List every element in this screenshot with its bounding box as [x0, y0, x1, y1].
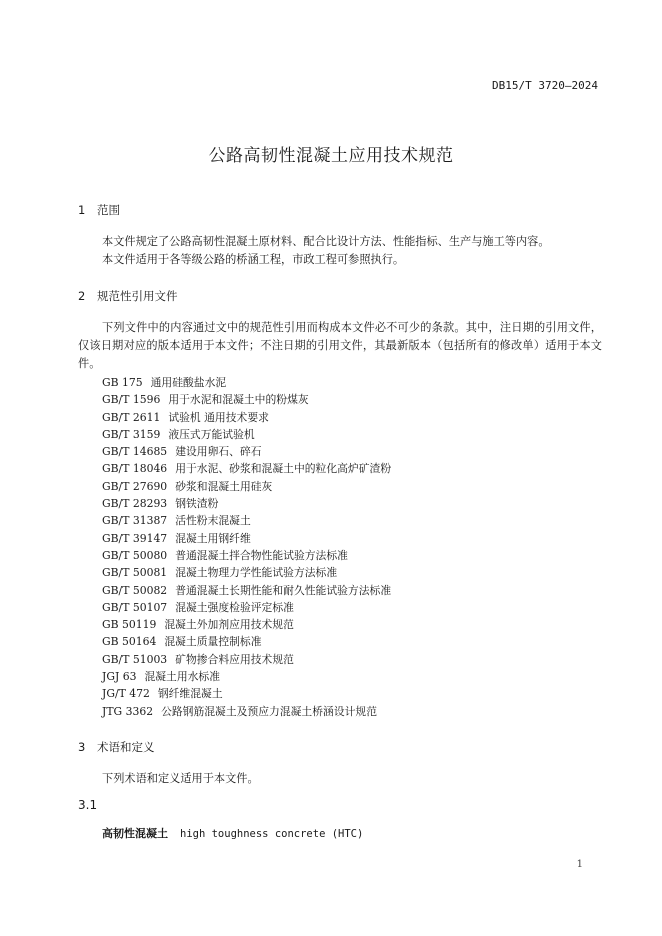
reference-title: 砂浆和混凝土用硅灰 [175, 479, 273, 493]
document-title: 公路高韧性混凝土应用技术规范 [208, 146, 454, 166]
reference-title: 建设用卵石、碎石 [175, 445, 262, 459]
reference-list [102, 374, 391, 720]
paragraph: 本文件规定了公路高韧性混凝土原材料、配合比设计方法、性能指标、生产与施工等内容。 [102, 235, 550, 248]
reference-title: 混凝土用钢纤维 [175, 531, 251, 545]
reference-title: 用于水泥和混凝土中的粉煤灰 [168, 393, 309, 407]
reference-title: 普通混凝土长期性能和耐久性能试验方法标准 [175, 583, 392, 597]
reference-code: JTG 3362 [102, 704, 154, 718]
reference-title: 用于水泥、砂浆和混凝土中的粒化高炉矿渣粉 [175, 462, 392, 476]
reference-title: 公路钢筋混凝土及预应力混凝土桥涵设计规范 [161, 704, 378, 718]
reference-item [102, 391, 391, 408]
clause-number: 3.1 [78, 798, 98, 812]
reference-code: GB/T 50082 [102, 583, 168, 597]
reference-item [102, 512, 391, 529]
reference-title: 混凝土用水标准 [144, 670, 221, 684]
reference-code: GB/T 50107 [102, 600, 168, 614]
reference-title: 矿物掺合料应用技术规范 [175, 652, 294, 666]
reference-code: GB/T 3159 [102, 427, 161, 441]
section-number: 2 [78, 289, 86, 303]
reference-item [102, 460, 391, 477]
reference-code: GB 175 [102, 376, 143, 389]
reference-title: 混凝土强度检验评定标准 [175, 600, 294, 614]
reference-title: 混凝土物理力学性能试验方法标准 [175, 566, 338, 580]
reference-title: 普通混凝土拌合物性能试验方法标准 [175, 548, 348, 562]
reference-item [102, 685, 391, 702]
reference-item [102, 478, 391, 495]
reference-code: GB/T 18046 [102, 462, 168, 476]
reference-title: 混凝土外加剂应用技术规范 [164, 618, 294, 632]
reference-item [102, 374, 391, 391]
section-heading-scope [78, 202, 120, 218]
reference-code: GB/T 50081 [102, 566, 168, 580]
reference-code: JG/T 472 [102, 687, 150, 701]
section-number: 1 [78, 203, 86, 217]
reference-item [102, 530, 391, 547]
paragraph: 下列术语和定义适用于本文件。 [102, 772, 259, 785]
reference-code: GB/T 39147 [102, 531, 168, 545]
reference-item [102, 616, 391, 633]
term-english: high toughness concrete (HTC) [180, 828, 364, 840]
reference-title: 混凝土质量控制标准 [164, 635, 262, 649]
section-title: 术语和定义 [97, 740, 155, 754]
reference-code: GB 50164 [102, 635, 157, 649]
reference-item [102, 409, 391, 426]
section-title: 范围 [97, 203, 120, 217]
reference-code: GB/T 14685 [102, 445, 168, 459]
reference-title: 试验机 通用技术要求 [168, 410, 269, 424]
reference-item [102, 582, 391, 599]
reference-item [102, 443, 391, 460]
reference-code: GB 50119 [102, 618, 157, 632]
section-heading-normative-references [78, 288, 178, 304]
section-number: 3 [78, 740, 86, 754]
reference-code: GB/T 31387 [102, 514, 168, 528]
term-entry [102, 825, 363, 841]
section-title: 规范性引用文件 [97, 289, 178, 303]
reference-item [102, 668, 391, 685]
reference-code: GB/T 50080 [102, 548, 168, 562]
reference-item [102, 703, 391, 720]
reference-title: 液压式万能试验机 [168, 427, 255, 441]
reference-item [102, 633, 391, 650]
document-code: DB15/T 3720—2024 [492, 79, 598, 92]
paragraph: 本文件适用于各等级公路的桥涵工程，市政工程可参照执行。 [102, 253, 405, 266]
reference-item [102, 564, 391, 581]
section-heading-terms-definitions [78, 739, 155, 755]
reference-code: GB/T 2611 [102, 410, 161, 424]
reference-code: GB/T 27690 [102, 479, 168, 493]
reference-item [102, 547, 391, 564]
reference-code: GB/T 51003 [102, 652, 168, 666]
reference-code: JGJ 63 [102, 670, 137, 684]
paragraph: 下列文件中的内容通过文中的规范性引用而构成本文件必不可少的条款。其中，注日期的引用文件，仅该日期对应的版本适用于本文件；不注日期的引用文件，其最新版本（包括所有的修改单）适用于本文件。 [78, 321, 602, 370]
reference-item [102, 599, 391, 616]
page-number: 1 [576, 859, 583, 870]
reference-code: GB/T 1596 [102, 393, 161, 407]
reference-title: 活性粉末混凝土 [175, 514, 251, 528]
reference-item [102, 495, 391, 512]
term-chinese: 高韧性混凝土 [102, 827, 168, 840]
reference-item [102, 651, 391, 668]
reference-title: 钢纤维混凝土 [157, 687, 223, 701]
reference-code: GB/T 28293 [102, 497, 168, 511]
reference-item [102, 426, 391, 443]
reference-title: 钢铁渣粉 [175, 497, 219, 511]
reference-title: 通用硅酸盐水泥 [150, 376, 227, 389]
